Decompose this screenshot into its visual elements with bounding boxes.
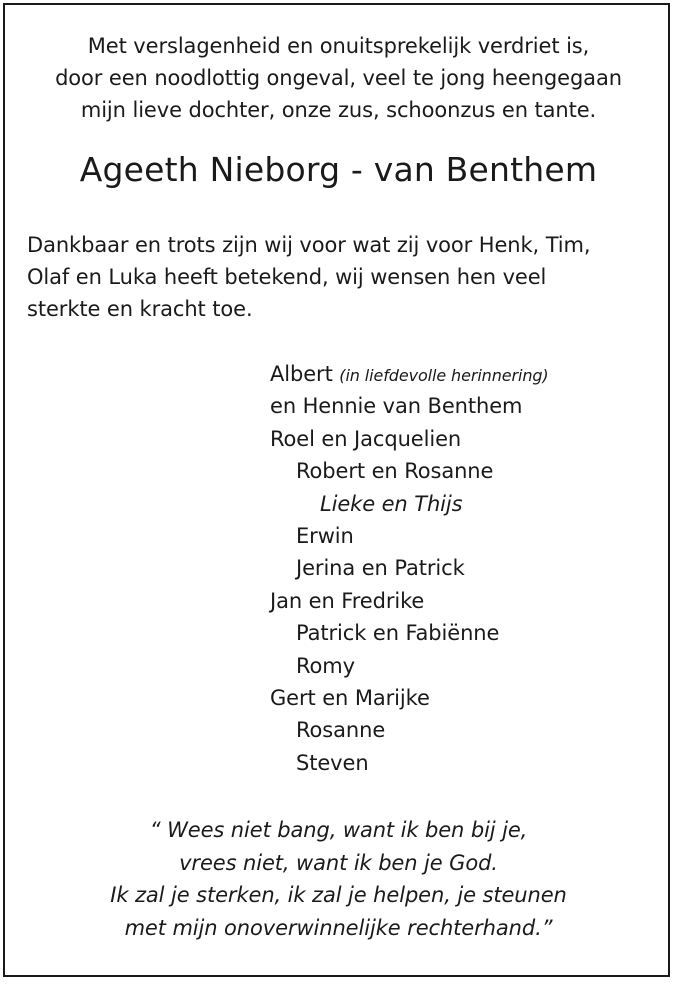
intro-line: door een noodlottig ongeval, veel te jong heengegaan — [55, 66, 622, 90]
family-member: Romy — [296, 653, 355, 678]
intro-line: mijn lieve dochter, onze zus, schoonzus en tante. — [80, 98, 597, 122]
quote-line: met mijn onoverwinnelijke rechterhand.” — [124, 915, 553, 940]
family-parent-mother: en Hennie van Benthem — [270, 394, 523, 419]
family-list — [270, 358, 660, 779]
family-member: Steven — [296, 750, 369, 775]
family-members — [270, 423, 660, 779]
family-parent-father — [270, 358, 660, 390]
thanks-line: Dankbaar en trots zijn wij voor wat zij voor Henk, Tim, — [27, 233, 591, 257]
intro-line: Met verslagenheid en onuitsprekelijk verdriet is, — [87, 34, 590, 58]
family-member: Gert en Marijke — [270, 685, 430, 710]
family-member: Rosanne — [296, 718, 386, 743]
quote-line: “ Wees niet bang, want ik ben bij je, — [149, 818, 528, 842]
family-member: Jerina en Patrick — [296, 556, 465, 581]
thanks-line: sterkte en kracht toe. — [27, 297, 253, 321]
family-member: Patrick en Fabiënne — [296, 621, 500, 646]
family-member: Erwin — [296, 523, 354, 548]
bible-quote — [0, 814, 677, 944]
deceased-name: Ageeth Nieborg - van Benthem — [79, 150, 598, 189]
family-member: Lieke en Thijs — [320, 491, 463, 516]
family-member: Robert en Rosanne — [296, 459, 494, 484]
intro-text — [0, 30, 677, 126]
family-member: Jan en Fredrike — [270, 588, 425, 613]
thanks-line: Olaf en Luka heeft betekend, wij wensen hen veel — [27, 265, 547, 289]
father-remembrance-note: (in liefdevolle herinnering) — [339, 366, 549, 385]
thanks-text — [27, 229, 657, 325]
family-member: Roel en Jacquelien — [270, 426, 462, 451]
quote-line: vrees niet, want ik ben je God. — [179, 850, 498, 875]
father-name: Albert — [270, 362, 333, 386]
quote-line: Ik zal je sterken, ik zal je helpen, je steunen — [110, 883, 567, 907]
